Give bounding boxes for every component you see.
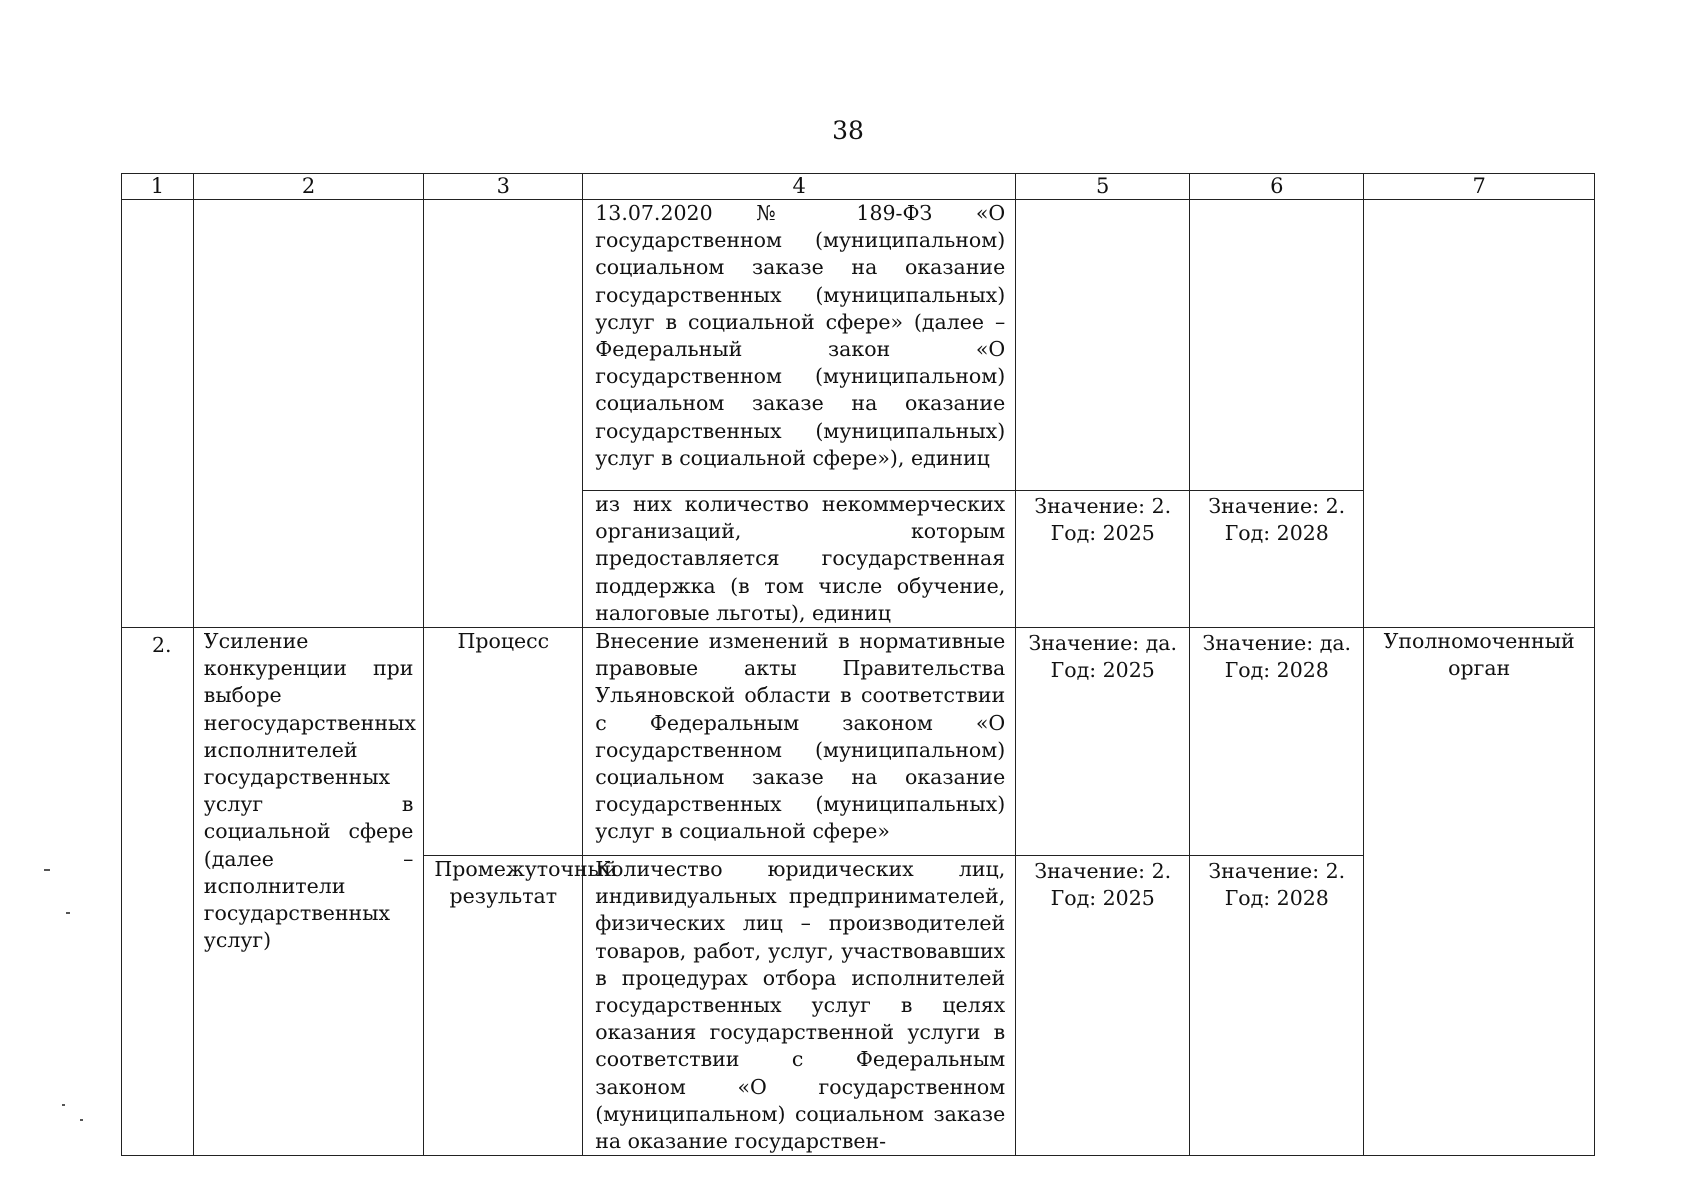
header-col-1: 1 (122, 174, 194, 200)
scan-speck (66, 912, 70, 914)
row2-result-base: Значение: 2. Год: 2025 (1016, 856, 1190, 1156)
row1-target-value: Значение: 2. Год: 2028 (1190, 491, 1364, 628)
scan-speck (62, 1104, 65, 1106)
header-col-6: 6 (1190, 174, 1364, 200)
row1-col7 (1364, 200, 1595, 628)
row1-indicator-nko: из них количество некоммерческих организаций, которым предоставляется государственная поддержка (в том числе обучение, налоговые льготы), единиц (583, 491, 1016, 628)
row1-col2 (193, 200, 424, 628)
row2-process-base: Значение: да. Год: 2025 (1016, 628, 1190, 856)
row2-type-result: Промежуточный результат (424, 856, 583, 1156)
header-col-5: 5 (1016, 174, 1190, 200)
row2-number: 2. (122, 628, 194, 1156)
row1-col1 (122, 200, 194, 628)
row2-responsible: Уполномоченный орган (1364, 628, 1595, 1156)
row1-col6-empty (1190, 200, 1364, 491)
row2-type-process: Процесс (424, 628, 583, 856)
row1-col5-empty (1016, 200, 1190, 491)
table-row (122, 628, 1595, 856)
row2-task: Усиление конкуренции при выборе негосударственных исполнителей государственных услуг в социальной сфере (далее – исполнители государственных услуг) (193, 628, 424, 1156)
row1-col3 (424, 200, 583, 628)
measures-table (121, 173, 1595, 1156)
table-header-row (122, 174, 1595, 200)
header-col-3: 3 (424, 174, 583, 200)
table-row (122, 200, 1595, 491)
row2-result-target: Значение: 2. Год: 2028 (1190, 856, 1364, 1156)
scan-speck (44, 869, 50, 871)
header-col-7: 7 (1364, 174, 1595, 200)
row2-indicator-result: Количество юридических лиц, индивидуальных предпринимателей, физических лиц – производителей товаров, работ, услуг, участвовавших в процедурах отбора исполнителей государственных услуг в целях оказания государственной услуги в соответствии с Федеральным законом «О государственном (муниципальном) социальном заказе на оказание государствен- (583, 856, 1016, 1156)
row1-base-value: Значение: 2. Год: 2025 (1016, 491, 1190, 628)
header-col-2: 2 (193, 174, 424, 200)
row2-process-target: Значение: да. Год: 2028 (1190, 628, 1364, 856)
header-col-4: 4 (583, 174, 1016, 200)
row1-indicator-continued: 13.07.2020 № 189-ФЗ «О государственном (муниципальном) социальном заказе на оказание государственных (муниципальных) услуг в социальной сфере» (далее – Федеральный закон «О государственном (муниципальном) социальном заказе на оказание государственных (муниципальных) услуг в социальной сфере»), единиц (583, 200, 1016, 491)
page-number: 38 (832, 116, 864, 145)
row2-indicator-process: Внесение изменений в нормативные правовые акты Правительства Ульяновской области в соответствии с Федеральным законом «О государственном (муниципальном) социальном заказе на оказание государственных (муниципальных) услуг в социальной сфере» (583, 628, 1016, 856)
scan-speck (80, 1119, 83, 1121)
